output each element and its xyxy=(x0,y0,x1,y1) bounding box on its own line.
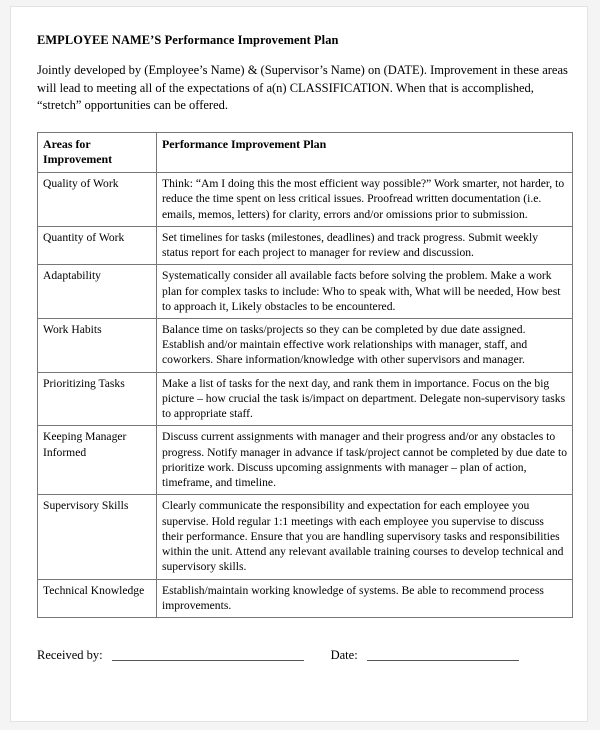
row-area-label: Work Habits xyxy=(38,319,157,373)
table-row xyxy=(38,372,573,426)
table-row xyxy=(38,426,573,495)
signature-footer xyxy=(37,648,582,664)
row-plan-text: Systematically consider all available facts before solving the problem. Make a work plan for complex tasks to include: Who to speak with, What will be needed, How best to approach it, Likely obstacles to be encountered. xyxy=(157,265,573,319)
intro-paragraph: Jointly developed by (Employee’s Name) & (Supervisor’s Name) on (DATE). Improvement in these areas will lead to meeting all of the expectations of a(n) CLASSIFICATION. When that is accomplished, “stretch” opportunities can be offered. xyxy=(37,62,568,113)
row-plan-text: Discuss current assignments with manager and their progress and/or any obstacles to progress. Notify manager in advance if task/project cannot be completed by due date to prioritize work. Discuss upcoming assignments with manager – plan of action, timeframe, and timeline. xyxy=(157,426,573,495)
column-header-performance-improvement-plan: Performance Improvement Plan xyxy=(157,133,573,173)
document-page xyxy=(10,6,588,722)
date-signature-line[interactable] xyxy=(367,659,519,661)
table-row xyxy=(38,173,573,227)
table-row xyxy=(38,226,573,264)
row-plan-text: Clearly communicate the responsibility and expectation for each employee you supervise. Hold regular 1:1 meetings with each employee you supervise to discuss their performance. Ensure that you are handling supervisory tasks and responsibilities within the unit. Attend any relevant available training courses to develop technical and supervisory skills. xyxy=(157,495,573,579)
row-plan-text: Balance time on tasks/projects so they can be completed by due date assigned. Establish and/or maintain effective work relationships with manager, staff, and coworkers. Share information/knowledge with other supervisors and manager. xyxy=(157,319,573,373)
received-by-signature-line[interactable] xyxy=(112,659,304,661)
table-row xyxy=(38,579,573,617)
row-area-label: Adaptability xyxy=(38,265,157,319)
row-area-label: Keeping Manager Informed xyxy=(38,426,157,495)
row-area-label: Quality of Work xyxy=(38,173,157,227)
row-area-label: Quantity of Work xyxy=(38,226,157,264)
received-by-label: Received by: xyxy=(37,647,103,662)
row-area-label: Supervisory Skills xyxy=(38,495,157,579)
performance-improvement-table xyxy=(37,132,573,618)
row-plan-text: Think: “Am I doing this the most efficient way possible?” Work smarter, not harder, to reduce the time spent on less critical issues. Proofread written documentation (i.e. emails, memos, letters) for clarity, errors and/or omissions prior to submission. xyxy=(157,173,573,227)
table-header-row xyxy=(38,133,573,173)
table-body xyxy=(38,173,573,618)
table-row xyxy=(38,495,573,579)
row-area-label: Technical Knowledge xyxy=(38,579,157,617)
column-header-areas-for-improvement: Areas for Improvement xyxy=(38,133,157,173)
row-plan-text: Set timelines for tasks (milestones, deadlines) and track progress. Submit weekly status report for each project to manager for review and discussion. xyxy=(157,226,573,264)
row-plan-text: Establish/maintain working knowledge of systems. Be able to recommend process improvements. xyxy=(157,579,573,617)
row-area-label: Prioritizing Tasks xyxy=(38,372,157,426)
date-label: Date: xyxy=(330,647,358,662)
row-plan-text: Make a list of tasks for the next day, and rank them in importance. Focus on the big picture – how crucial the task is/impact on department. Delegate non-supervisory tasks to appropriate staff. xyxy=(157,372,573,426)
table-row xyxy=(38,319,573,373)
table-row xyxy=(38,265,573,319)
document-body xyxy=(37,33,572,664)
page-title: EMPLOYEE NAME’S Performance Improvement Plan xyxy=(37,33,339,47)
